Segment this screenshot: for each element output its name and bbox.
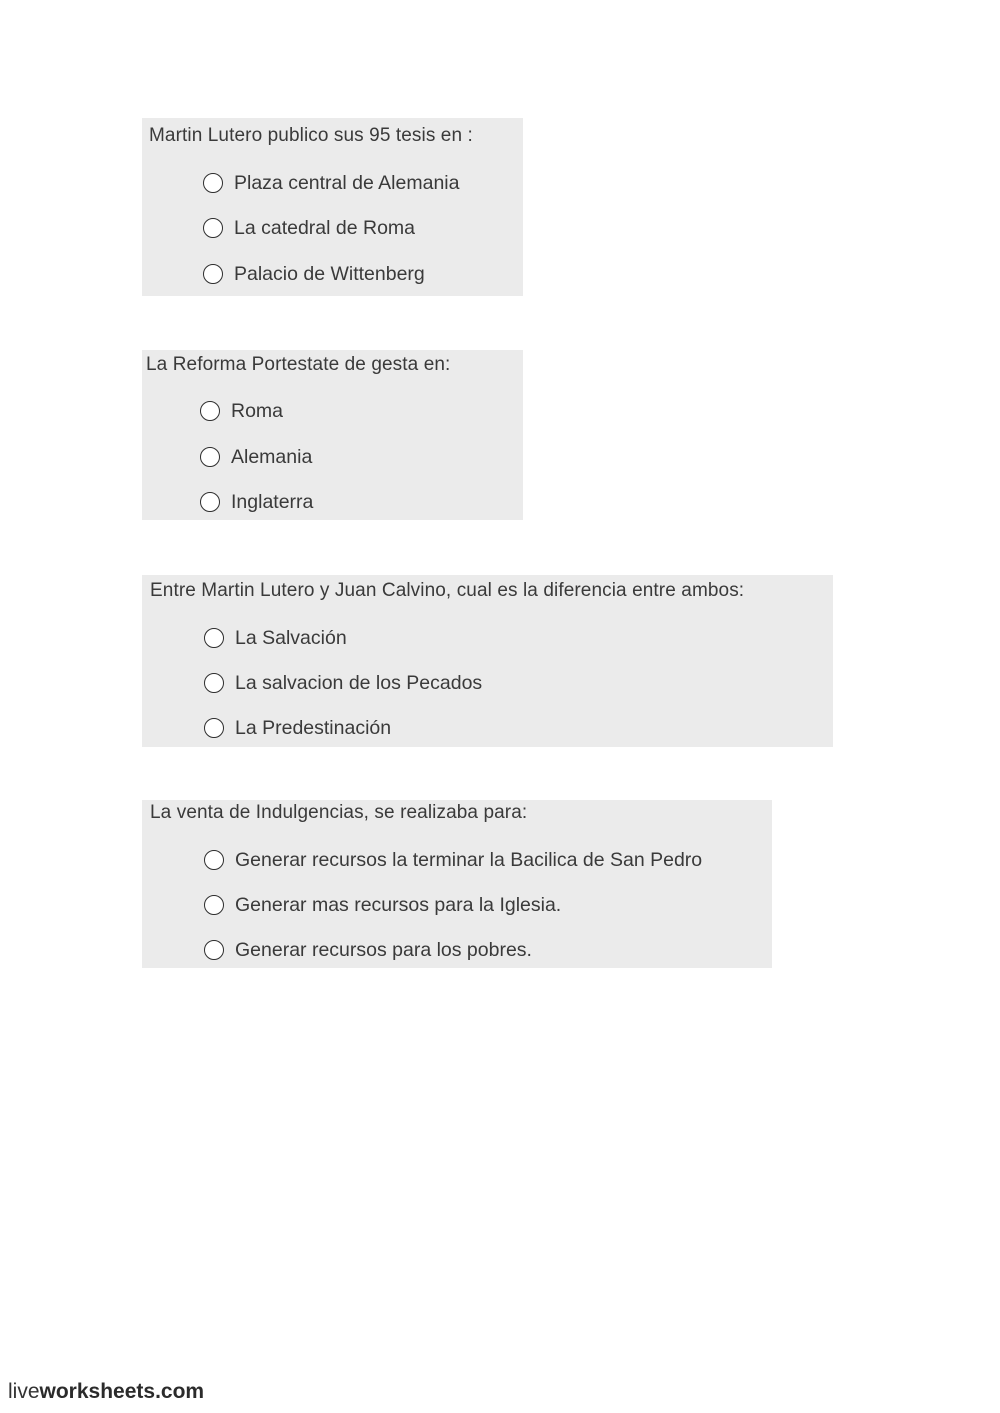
option-radio[interactable] <box>204 847 702 873</box>
question-block-3 <box>142 575 833 747</box>
radio-circle-icon[interactable] <box>203 218 223 238</box>
radio-circle-icon[interactable] <box>204 673 224 693</box>
radio-circle-icon[interactable] <box>200 401 220 421</box>
option-radio[interactable] <box>204 670 482 696</box>
option-label: Generar recursos para los pobres. <box>235 938 532 961</box>
radio-circle-icon[interactable] <box>204 850 224 870</box>
option-label: La Predestinación <box>235 716 392 739</box>
option-label: Generar mas recursos para la Iglesia. <box>235 893 562 916</box>
question-block-1 <box>142 118 523 296</box>
option-radio[interactable] <box>203 170 459 196</box>
question-block-4 <box>142 800 772 968</box>
radio-circle-icon[interactable] <box>203 173 223 193</box>
option-label: Palacio de Wittenberg <box>234 262 425 285</box>
option-label: Roma <box>231 399 284 422</box>
option-label: Plaza central de Alemania <box>234 171 460 194</box>
question-text: Entre Martin Lutero y Juan Calvino, cual es la diferencia entre ambos: <box>150 580 745 601</box>
option-radio[interactable] <box>204 715 391 741</box>
option-radio[interactable] <box>204 937 532 963</box>
logo-prefix: live <box>8 1380 40 1403</box>
option-label: Inglaterra <box>231 490 314 513</box>
option-label: La salvacion de los Pecados <box>235 671 483 694</box>
logo-brand: worksheets <box>39 1380 156 1403</box>
option-radio[interactable] <box>200 489 313 515</box>
option-radio[interactable] <box>200 398 283 424</box>
option-label: Generar recursos la terminar la Bacilica de San Pedro <box>235 848 703 871</box>
question-block-2 <box>142 350 523 520</box>
radio-circle-icon[interactable] <box>203 264 223 284</box>
option-label: Alemania <box>231 445 313 468</box>
option-radio[interactable] <box>203 261 425 287</box>
question-text: La Reforma Portestate de gesta en: <box>146 354 451 375</box>
question-text: La venta de Indulgencias, se realizaba para: <box>150 802 528 823</box>
question-text: Martin Lutero publico sus 95 tesis en : <box>149 125 473 146</box>
option-label: La catedral de Roma <box>234 216 416 239</box>
liveworksheets-logo <box>8 1380 204 1404</box>
radio-circle-icon[interactable] <box>200 447 220 467</box>
radio-circle-icon[interactable] <box>204 940 224 960</box>
option-radio[interactable] <box>203 215 415 241</box>
radio-circle-icon[interactable] <box>200 492 220 512</box>
option-radio[interactable] <box>204 892 561 918</box>
radio-circle-icon[interactable] <box>204 628 224 648</box>
option-radio[interactable] <box>204 625 347 651</box>
radio-circle-icon[interactable] <box>204 895 224 915</box>
option-label: La Salvación <box>235 626 347 649</box>
option-radio[interactable] <box>200 444 312 470</box>
radio-circle-icon[interactable] <box>204 718 224 738</box>
logo-suffix: .com <box>155 1380 205 1403</box>
